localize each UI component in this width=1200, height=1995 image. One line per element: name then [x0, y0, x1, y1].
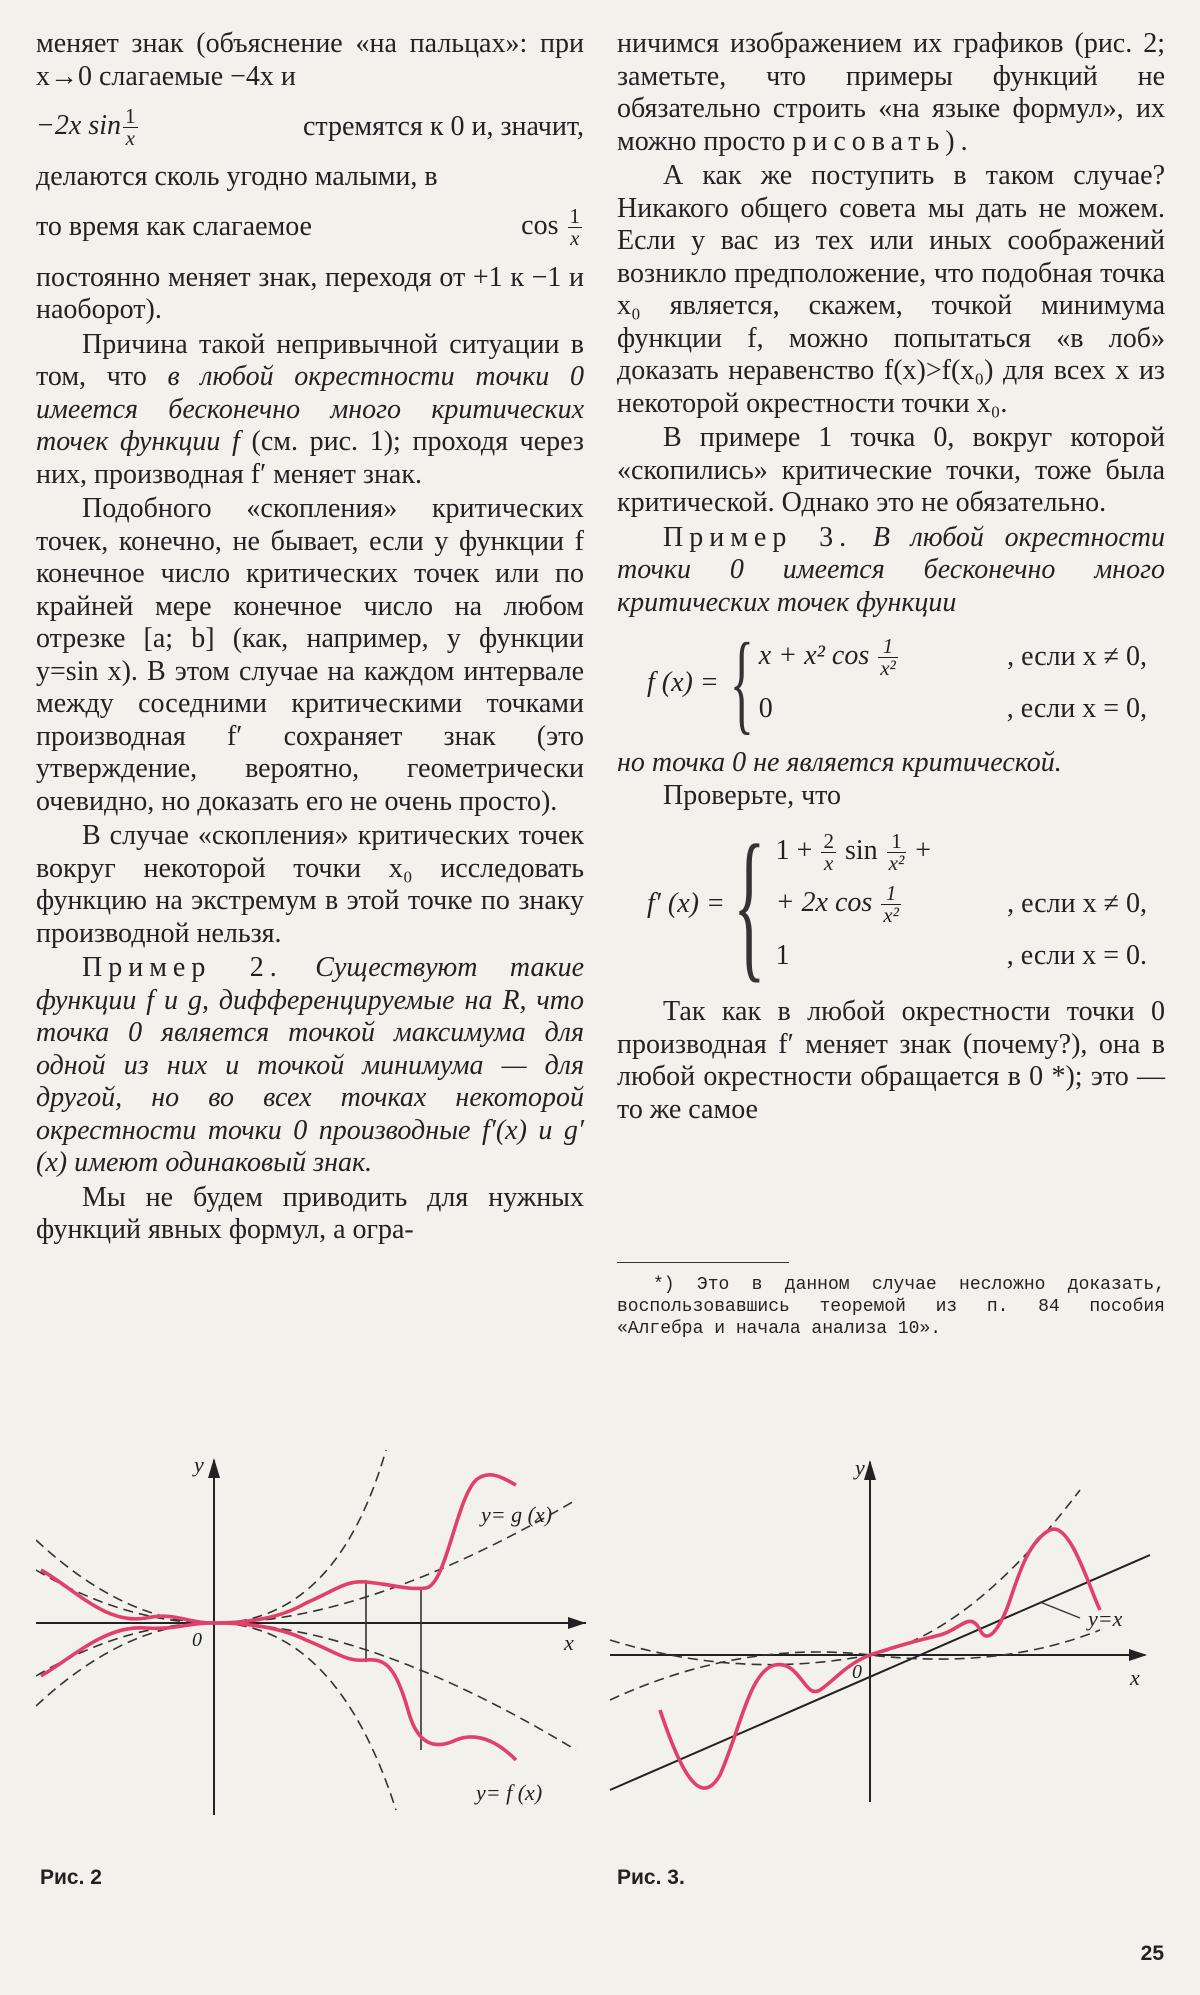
example-2-statement: Существуют такие функции f и g, дифференцируемые на R, что точка 0 является точкой максимума для одной из них и точкой минимума — для другой, но во всех точках некоторой окрестности точки 0 производные f′(x) и g′(x) имеют одинаковый знак.	[36, 952, 584, 1178]
example-3	[617, 522, 1165, 620]
formula-f	[647, 621, 1165, 745]
formula-f-prime	[647, 811, 1165, 997]
paragraph-1-start: меняет знак (объяснение «на пальцах»: при x→0 слагаемые −4x и	[36, 28, 584, 92]
formula-f-case-2: 0 , если x = 0,	[758, 692, 1147, 724]
fig2-y-label: y	[194, 1452, 204, 1477]
fig3-x-label: x	[1130, 1665, 1140, 1690]
fig3-x-arrow	[1129, 1649, 1147, 1661]
formula-f-lhs: f (x) =	[647, 666, 719, 698]
fig2-curve-f	[41, 1623, 516, 1760]
paragraph-6: Мы не будем приводить для нужных функций явных формул, а огра-	[36, 1181, 584, 1245]
right-column	[617, 28, 1165, 1126]
page-number: 25	[1140, 1942, 1164, 1965]
formula-fp-lhs: f′ (x) =	[647, 887, 725, 919]
fig3-curve	[660, 1529, 1100, 1788]
term-cos: cos	[521, 209, 559, 241]
right-paragraph-7: Так как в любой окрестности точки 0 производная f′ меняет знак (почему?), она в любой окрестности обращается в 0 *); это — то же самое	[617, 996, 1165, 1125]
figure-2	[36, 1440, 596, 1820]
spaced-word-draw: рисовать).	[792, 125, 974, 157]
right-paragraph-5: но точка 0 не является критической.	[617, 747, 1062, 778]
paragraph-1-text-f: постоянно меняет знак, переходя от +1 к −1 и наоборот).	[36, 261, 584, 325]
left-column	[36, 28, 584, 1247]
right-paragraph-1: ничимся изображением их графиков (рис. 2; заметьте, что примеры функций не обязательно строить «на языке формул», их можно просто рисовать).	[617, 28, 1165, 157]
fig3-label-line: y=x	[1088, 1606, 1123, 1631]
formula-f-case-1: x + x² cos $\frac{1}{\text{x²}}$ , если x ≠ 0,	[758, 633, 1147, 680]
fig3-y-label: y	[855, 1455, 865, 1480]
term-2x-sin: −2x sin	[36, 109, 121, 141]
paragraph-2: Причина такой непривычной ситуации в том, что в любой окрестности точки 0 имеется бесконечно много критических точек функции f (см. рис. 1); проходя через них, производная f′ меняет знак.	[36, 328, 585, 490]
formula-fp-case-2: 1 , если x = 0.	[775, 939, 1147, 971]
paragraph-4: В случае «скопления» критических точек вокруг некоторой точки x₀ исследовать функцию на экстремум в этой точке по знаку производной нельзя.	[36, 820, 584, 949]
fig2-x-label: x	[564, 1630, 574, 1655]
paragraph-1-text-e: то время как слагаемое	[36, 211, 312, 243]
paragraph-1-cos-line	[36, 194, 584, 262]
right-paragraph-3: В примере 1 точка 0, вокруг которой «скопились» критические точки, тоже была критической. Однако это не обязательно.	[617, 422, 1165, 518]
formula-fp-brace: {	[733, 811, 766, 997]
example-2	[36, 952, 584, 1180]
formula-fp-cases	[776, 826, 1165, 982]
fig2-origin-label: 0	[192, 1629, 202, 1651]
fig3-line-y-equals-x	[610, 1555, 1150, 1790]
paragraph-1-text-d: делаются сколь угодно малыми, в	[36, 161, 438, 192]
fig2-curve-g	[41, 1475, 516, 1623]
paragraph-3: Подобного «скопления» критических точек, конечно, не бывает, если у функции f конечное число критических точек или по крайней мере конечное число на любом отрезке [a; b] (как, например, у функции y=sin x). В этом случае на каждом интервале между соседними критическими точками производная f′ сохраняет знак (это утверждение, вероятно, геометрически очевидно, но доказать его не очень просто).	[36, 493, 584, 817]
figure-3	[600, 1440, 1160, 1810]
emphasis-critical-points: в любой окрестности точки 0 имеется бесконечно много критических точек функции f	[36, 361, 585, 457]
figure-2-caption: Рис. 2	[40, 1866, 102, 1889]
fig2-x-arrow	[568, 1617, 586, 1629]
fig2-label-f: y= f (x)	[476, 1780, 543, 1805]
formula-fp-case-1a: 1 + $\frac{2}{x}$ sin $\frac{1}{\text{x²}}$ +	[775, 828, 932, 875]
formula-fp-case-1b: + 2x cos $\frac{1}{\text{x²}}$ , если x ≠ 0,	[775, 880, 1147, 927]
formula-f-cases	[759, 631, 1165, 735]
paragraph-1-text-c: стремятся к 0 и, значит,	[302, 110, 584, 142]
right-paragraph-6: Проверьте, что	[663, 779, 842, 811]
right-paragraph-2: А как же поступить в таком случае? Никакого общего совета мы дать не можем. Если у вас из тех или иных соображений возникло предположение, что подобная точка x₀ является, скажем, точкой минимума функции f, можно попытаться «в лоб» доказать неравенство f(x)>f(x₀) для всех x из некоторой окрестности точки x₀.	[617, 160, 1165, 419]
fig2-y-arrow	[208, 1458, 220, 1478]
fig2-label-g: y= g (x)	[481, 1502, 553, 1527]
footnote-rule	[617, 1262, 789, 1263]
example-2-label: Пример 2.	[82, 952, 283, 983]
fraction-1-over-x-cos: $\frac{1}{x}$	[569, 204, 580, 250]
footnote: *) Это в данном случае несложно доказать, воспользовавшись теоремой из п. 84 пособия «Алгебра и начала анализа 10».	[617, 1275, 1165, 1339]
example-3-label: Пример 3.	[663, 521, 853, 553]
figure-3-caption: Рис. 3.	[617, 1866, 685, 1889]
formula-f-brace: {	[729, 621, 754, 745]
paragraph-1-formula-line	[36, 93, 584, 161]
fig3-y-arrow	[864, 1460, 876, 1480]
fraction-1-over-x: $\frac{1}{x}$	[125, 103, 136, 150]
fig3-origin-label: 0	[852, 1661, 862, 1683]
fig3-leader	[1040, 1602, 1080, 1618]
example-3-statement: В любой окрестности точки 0 имеется бесконечно много критических точек функции	[617, 521, 1165, 618]
